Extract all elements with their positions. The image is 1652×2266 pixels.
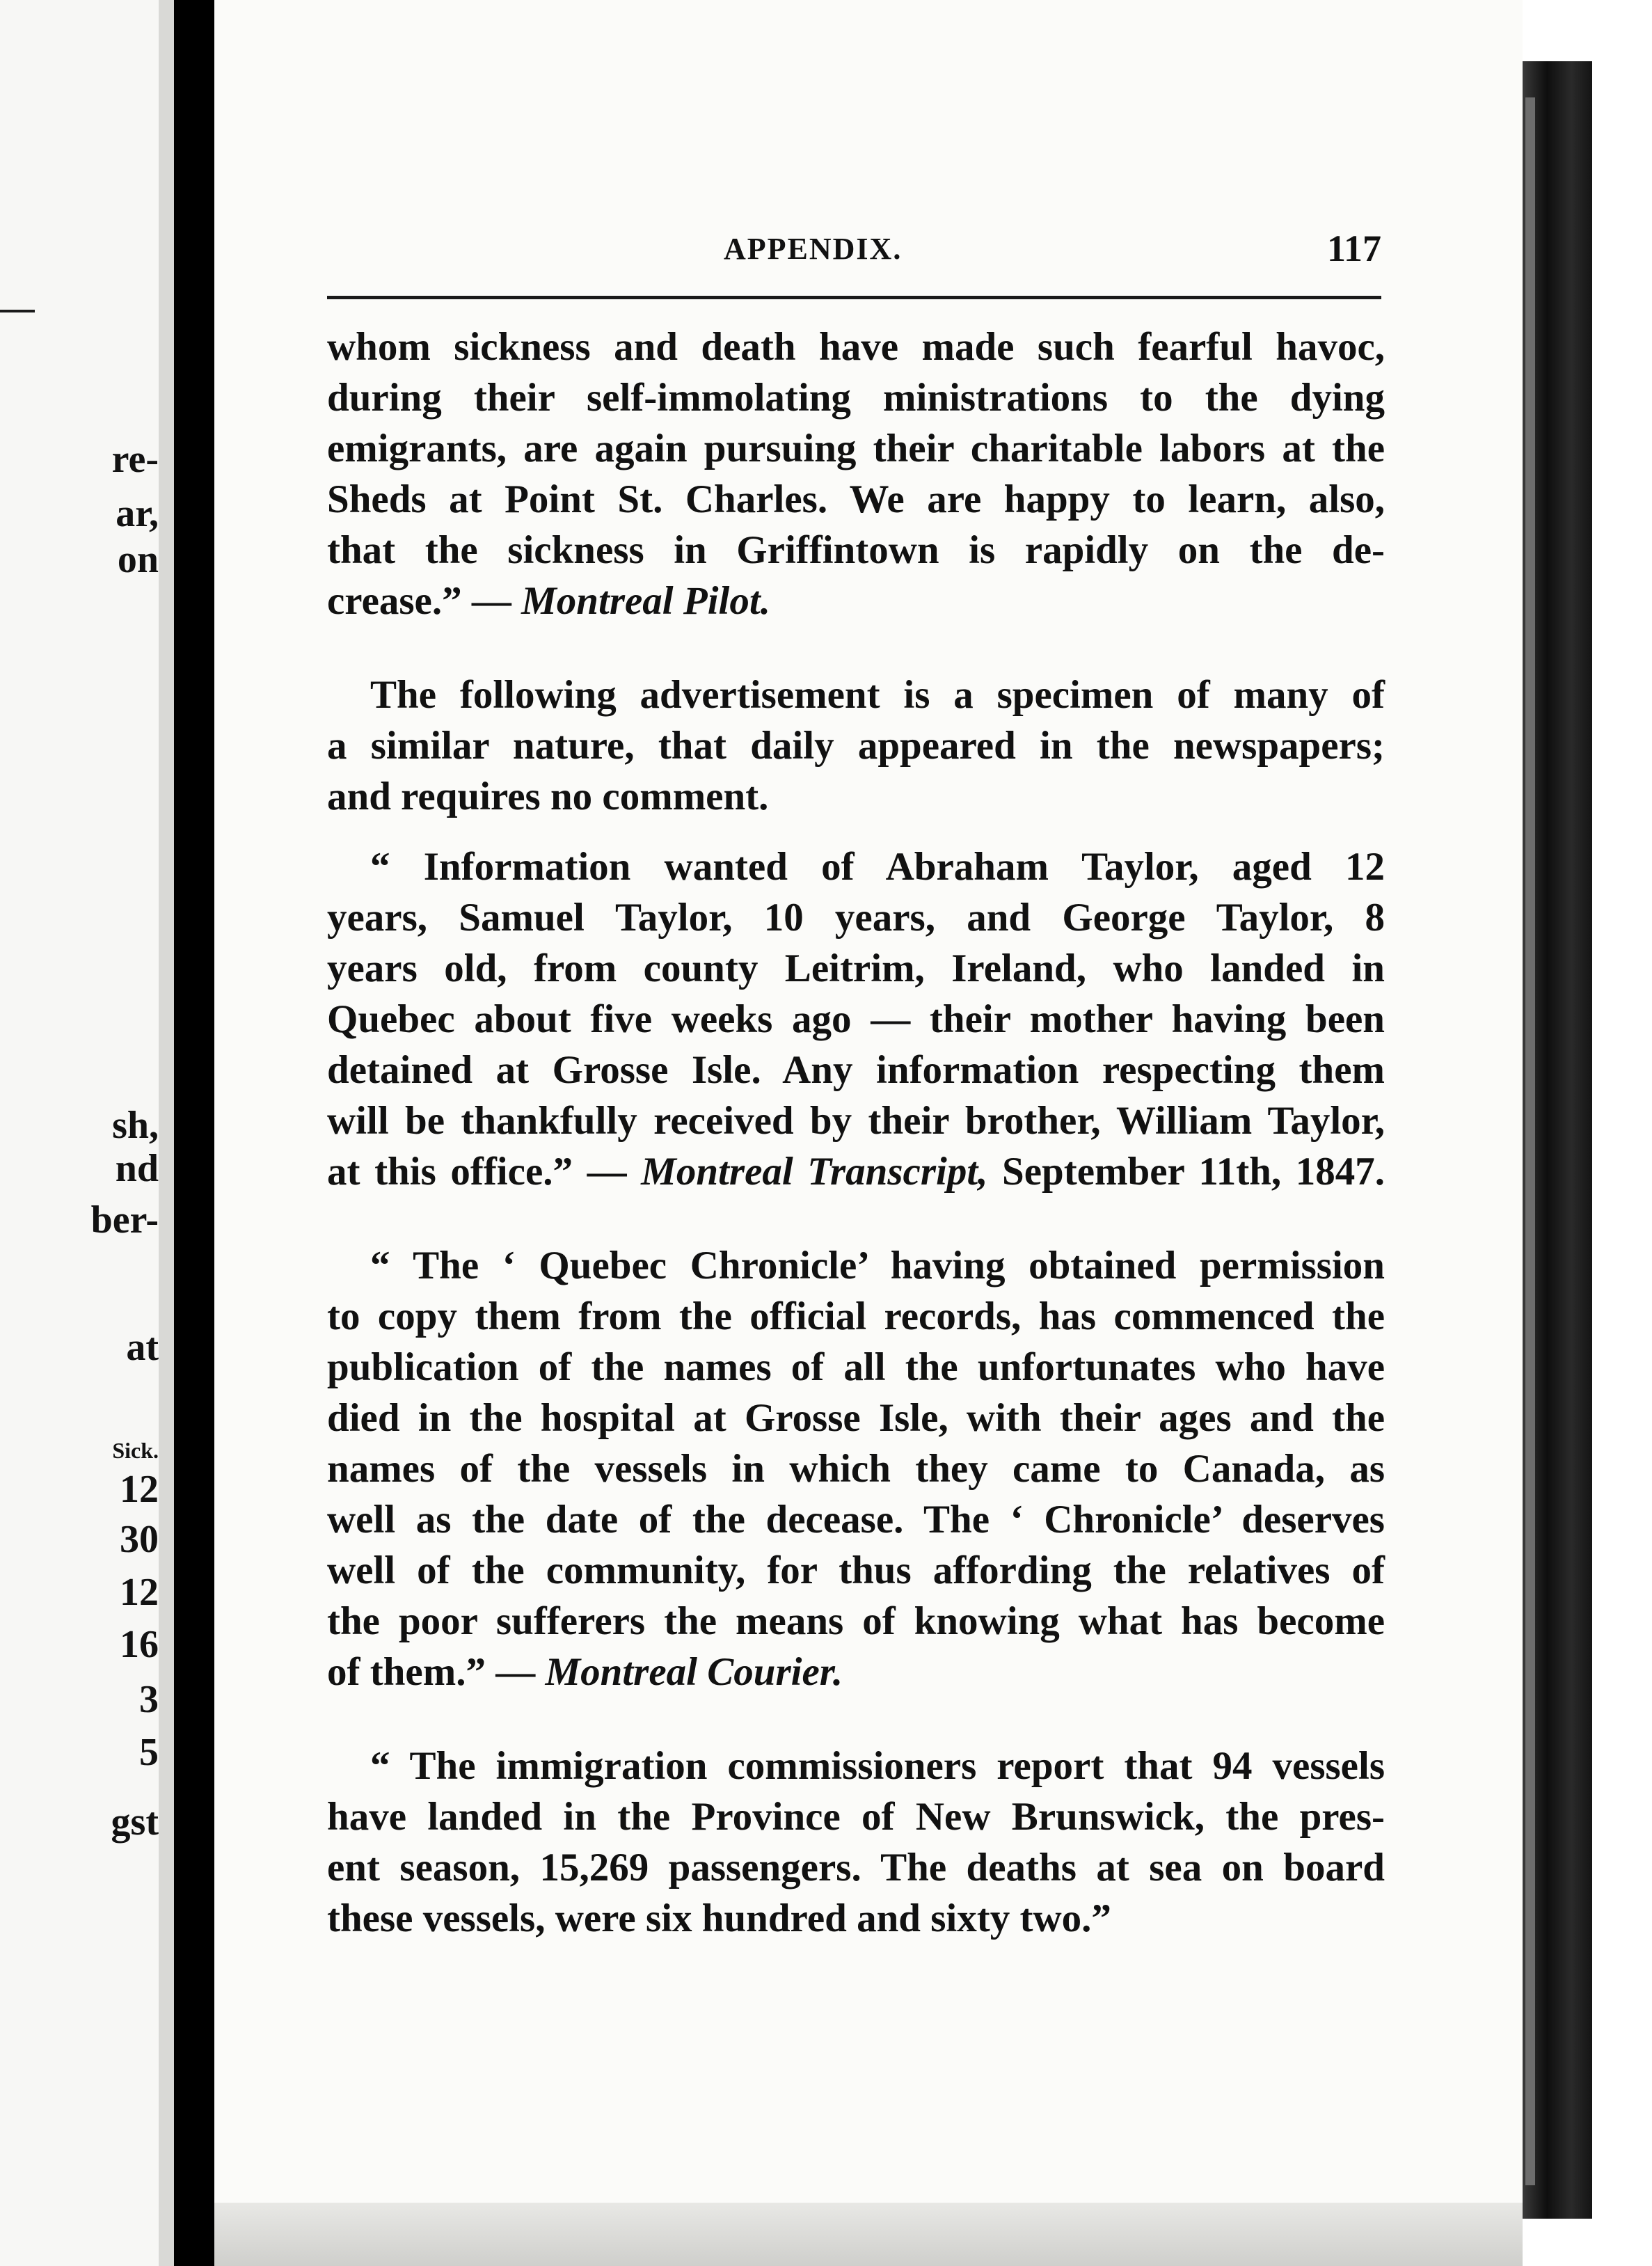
text-line: ent season, 15,269 passengers. The deaths at sea on board <box>327 1846 1385 1889</box>
text-line-last: and requires no comment. <box>327 775 769 818</box>
left-page-fragment <box>0 0 159 2266</box>
text-line: “ Information wanted of Abraham Taylor, aged 12 <box>370 845 1385 889</box>
gutter-shadow <box>159 0 174 2266</box>
left-page-text-fragment: ber- <box>90 1198 159 1242</box>
paragraph-gap <box>327 626 1385 670</box>
text-line-last <box>327 1146 1385 1197</box>
citation-date: September 11th, 1847. <box>987 1150 1385 1194</box>
text-line: have landed in the Province of New Brunswick, the pres- <box>327 1795 1385 1839</box>
source-citation: Montreal Pilot. <box>521 579 770 623</box>
paragraph-quebec-chronicle <box>327 1240 1385 1697</box>
text-line: will be thankfully received by their brother, William Taylor, <box>327 1099 1385 1143</box>
text-line: emigrants, are again pursuing their charitable labors at the <box>327 427 1385 470</box>
left-page-rule <box>0 310 35 312</box>
text-line: to copy them from the official records, has commenced the <box>327 1294 1385 1338</box>
left-page-text-fragment: 12 <box>120 1468 159 1511</box>
paragraph-advertisement-intro <box>327 670 1385 822</box>
left-page-text-fragment: nd <box>115 1147 159 1190</box>
paragraph-montreal-pilot <box>327 322 1385 626</box>
text-line: detained at Grosse Isle. Any information respecting them <box>327 1048 1385 1092</box>
text-line: The following advertisement is a specimen of many of <box>370 673 1385 717</box>
left-page-text-fragment: 3 <box>139 1678 159 1721</box>
paragraph-gap <box>327 822 1385 841</box>
text-line: “ The ‘ Quebec Chronicle’ having obtained permission <box>370 1244 1385 1288</box>
paragraph-gap <box>327 1197 1385 1240</box>
text-line: names of the vessels in which they came to Canada, as <box>327 1447 1385 1491</box>
paragraph-taylor-advertisement <box>327 841 1385 1197</box>
page-number: 117 <box>1326 228 1381 269</box>
text-line: died in the hospital at Grosse Isle, with their ages and the <box>327 1396 1385 1440</box>
right-scan-margin <box>1592 0 1652 2266</box>
left-page-text-fragment: 16 <box>120 1623 159 1666</box>
running-title: APPENDIX. <box>724 232 903 266</box>
right-binding-highlight <box>1525 97 1535 2185</box>
source-citation: Montreal Transcript, <box>641 1150 988 1194</box>
text-line-last: these vessels, were six hundred and sixty two.” <box>327 1896 1111 1940</box>
left-page-text-fragment: gst <box>111 1800 159 1844</box>
left-page-text-fragment: ar, <box>116 492 159 535</box>
page-bottom-edge <box>214 2203 1523 2266</box>
header-rule <box>327 296 1381 299</box>
text-line: Quebec about five weeks ago — their mother having been <box>327 997 1385 1041</box>
paragraph-gap <box>327 1697 1385 1741</box>
text-line: “ The immigration commissioners report that 94 vessels <box>370 1744 1385 1788</box>
left-page-text-fragment: 12 <box>120 1571 159 1614</box>
text-line-last <box>327 1647 1385 1697</box>
text-line: the poor sufferers the means of knowing what has become <box>327 1599 1385 1643</box>
source-citation: Montreal Courier. <box>545 1650 843 1694</box>
left-page-text-fragment: Sick. <box>112 1438 159 1463</box>
text-line: well of the community, for thus affording the relatives of <box>327 1548 1385 1592</box>
text-line: publication of the names of all the unfortunates who have <box>327 1345 1385 1389</box>
text-line: years old, from county Leitrim, Ireland, who landed in <box>327 946 1385 990</box>
book-gutter <box>174 0 214 2266</box>
running-head <box>327 228 1381 281</box>
text-line: during their self-immolating ministrations to the dying <box>327 376 1385 420</box>
text-line: a similar nature, that daily appeared in the newspapers; <box>327 724 1385 768</box>
text-line: well as the date of the decease. The ‘ Chronicle’ deserves <box>327 1498 1385 1542</box>
paragraph-new-brunswick <box>327 1741 1385 1944</box>
left-page-text-fragment: sh, <box>112 1104 159 1147</box>
text-line: that the sickness in Griffintown is rapidly on the de- <box>327 528 1385 572</box>
left-page-text-fragment: re- <box>111 438 159 481</box>
left-page-text-fragment: at <box>126 1326 159 1369</box>
closing-text: crease.” — <box>327 579 522 623</box>
text-line-last <box>327 576 1385 626</box>
text-line: years, Samuel Taylor, 10 years, and George Taylor, 8 <box>327 896 1385 940</box>
closing-text: of them.” — <box>327 1650 546 1694</box>
closing-text: at this office.” — <box>327 1150 642 1194</box>
left-page-text-fragment: 30 <box>120 1518 159 1561</box>
text-line: whom sickness and death have made such fearful havoc, <box>327 325 1385 369</box>
page-body <box>327 322 1385 1944</box>
left-page-text-fragment: on <box>117 538 159 581</box>
left-page-text-fragment: 5 <box>139 1731 159 1774</box>
text-line: Sheds at Point St. Charles. We are happy to learn, also, <box>327 477 1385 521</box>
